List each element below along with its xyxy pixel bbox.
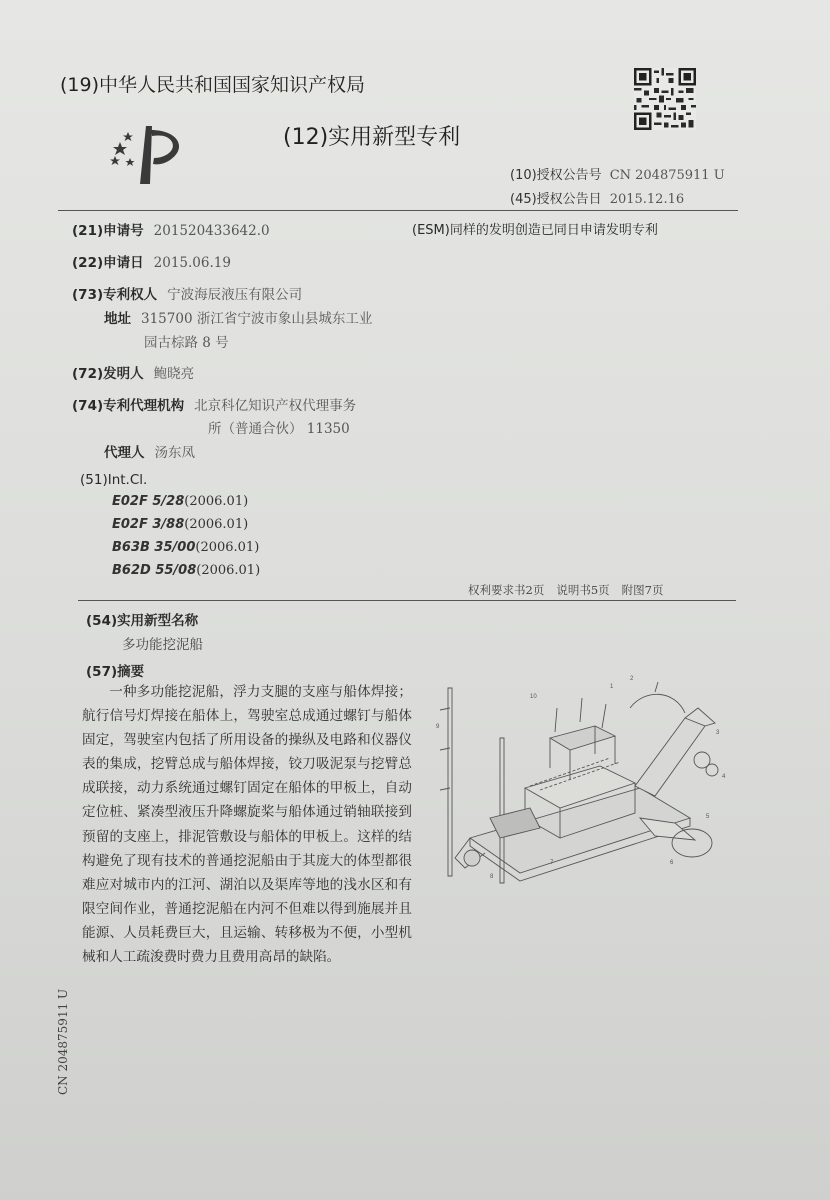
publication-number: (10)授权公告号 CN 204875911 U <box>510 168 725 183</box>
drawing-label: 9 <box>436 724 440 730</box>
patent-agent: 代理人 汤东凤 <box>104 445 195 461</box>
inventor: (72)发明人 鲍晓亮 <box>72 366 195 382</box>
esm-note: (ESM)同样的发明创造已同日申请发明专利 <box>412 223 658 238</box>
application-date: (22)申请日 2015.06.19 <box>72 255 231 271</box>
utility-model-title-label: (54)实用新型名称 <box>86 613 199 629</box>
patent-type-heading: (12)实用新型专利 <box>283 125 461 150</box>
drawing-label: 5 <box>706 814 710 820</box>
drawing-label: 3 <box>716 730 720 736</box>
drawing-label: 2 <box>630 676 634 682</box>
dredger-drawing <box>430 668 730 888</box>
side-publication-code: CN 204875911 U <box>56 988 70 1095</box>
drawing-label: 7 <box>550 860 554 866</box>
drawing-label: 1 <box>610 684 614 690</box>
page-counts: 权利要求书2页 说明书5页 附图7页 <box>468 583 664 597</box>
patent-office-heading: (19)中华人民共和国国家知识产权局 <box>60 74 366 96</box>
patentee-address: 地址 315700 浙江省宁波市象山县城东工业 <box>104 311 373 327</box>
ipc-class: B63B 35/00(2006.01) <box>112 540 260 555</box>
utility-model-title: 多功能挖泥船 <box>122 637 203 653</box>
abstract-label: (57)摘要 <box>86 664 145 680</box>
drawing-label: 8 <box>490 874 494 880</box>
int-cl-heading: (51)Int.Cl. <box>80 472 148 488</box>
application-number: (21)申请号 201520433642.0 <box>72 223 270 239</box>
publication-date: (45)授权公告日 2015.12.16 <box>510 192 685 207</box>
header-divider <box>58 210 738 211</box>
patentee-address-line2: 园古棕路 8 号 <box>144 335 229 351</box>
cnipa-logo-icon <box>106 122 190 186</box>
drawing-label: 10 <box>530 694 537 700</box>
patent-agency: (74)专利代理机构 北京科亿知识产权代理事务 <box>72 398 357 414</box>
patentee: (73)专利权人 宁波海辰液压有限公司 <box>72 287 303 303</box>
ipc-class: E02F 3/88(2006.01) <box>112 517 249 532</box>
patent-agency-line2: 所（普通合伙） 11350 <box>208 421 350 437</box>
abstract-text: 一种多功能挖泥船，浮力支腿的支座与船体焊接；航行信号灯焊接在船体上，驾驶室总成通过螺钉与船体固定，驾驶室内包括了所用设备的操纵及电路和仪器仪表的集成，挖臂总成与船体焊接，铰刀吸泥泵与挖臂总成联接，动力系统通过螺钉固定在船体的甲板上，自动定位桩、紧凑型液压升降螺旋桨与船体通过销轴联接到预留的支座上，排泥管敷设与船体的甲板上。这样的结构避免了现有技术的普通挖泥船由于其庞大的体型都很难应对城市内的江河、湖泊以及渠库等地的浅水区和有限空间作业，普通挖泥船在内河不但难以得到施展并且能源、人员耗费巨大，且运输、转移极为不便，小型机械和人工疏浚费时费力且费用高昂的缺陷。 <box>82 684 412 966</box>
biblio-divider <box>78 600 736 601</box>
drawing-label: 4 <box>722 774 726 780</box>
ipc-class: E02F 5/28(2006.01) <box>112 494 249 509</box>
ipc-class: B62D 55/08(2006.01) <box>112 563 261 578</box>
drawing-label: 6 <box>670 860 674 866</box>
qr-code-icon <box>634 68 696 130</box>
